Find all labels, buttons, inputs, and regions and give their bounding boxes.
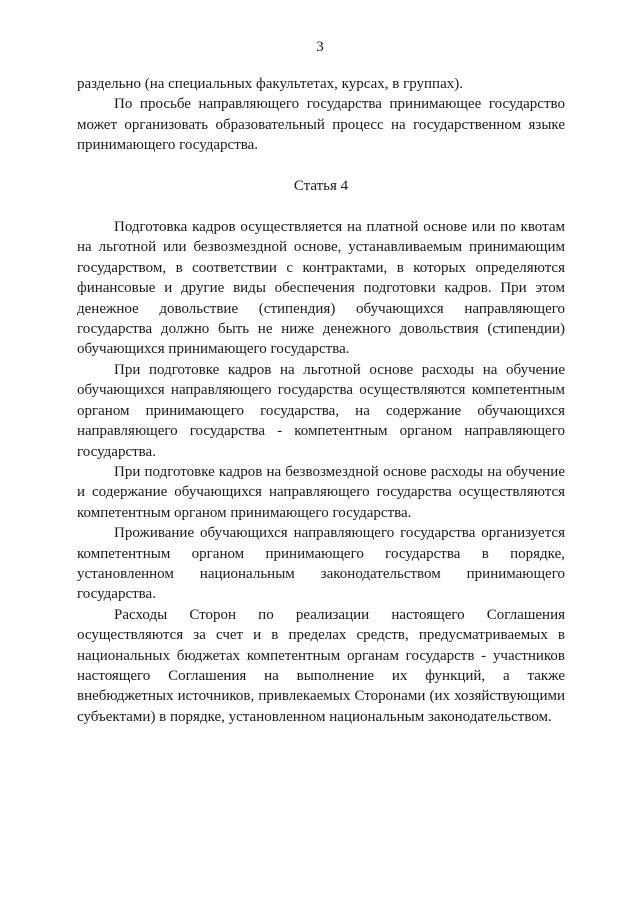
paragraph-training-basis: Подготовка кадров осуществляется на платной основе или по квотам на льготной или безвозмездной основе, устанавливаемым принимающим государством, в соответствии с контрактами, в которых определяются финансовые и другие виды обеспечения подготовки кадров. При этом денежное довольствие (стипендия) обучающихся направляющего государства должно быть не ниже денежного довольствия (стипендии) обучающихся принимающего государства. (77, 219, 565, 358)
article-heading: Статья 4 (293, 177, 349, 194)
paragraph-accommodation: Проживание обучающихся направляющего государства организуется компетентным органом принимающего государства в порядке, установленном национальным законодательством принимающего государства. (77, 525, 565, 603)
paragraph-expenses: Расходы Сторон по реализации настоящего Соглашения осуществляются за счет и в пределах средств, предусматриваемых в национальных бюджетах компетентным органам государств - участников настоящего Соглашения на выполнение их функций, а также внебюджетных источников, привлекаемых Сторонами (их хозяйствующими субъектами) в порядке, установленном национальным законодательством. (77, 606, 565, 725)
paragraph-continuation: раздельно (на специальных факультетах, курсах, в группах). (77, 76, 463, 92)
paragraph-preferential-basis: При подготовке кадров на льготной основе расходы на обучение обучающихся направляющего государства осуществляются компетентным органом принимающего государства, на содержание обучающихся направляющего государства - компетентным органом направляющего государства. (77, 361, 565, 460)
page-number: 3 (316, 39, 324, 55)
paragraph-free-basis: При подготовке кадров на безвозмездной основе расходы на обучение и содержание обучающихся направляющего государства осуществляются компетентным органом принимающего государства. (77, 463, 565, 521)
paragraph-language-request: По просьбе направляющего государства принимающее государство может организовать образовательный процесс на государственном языке принимающего государства. (77, 96, 565, 154)
document-body (77, 74, 565, 727)
